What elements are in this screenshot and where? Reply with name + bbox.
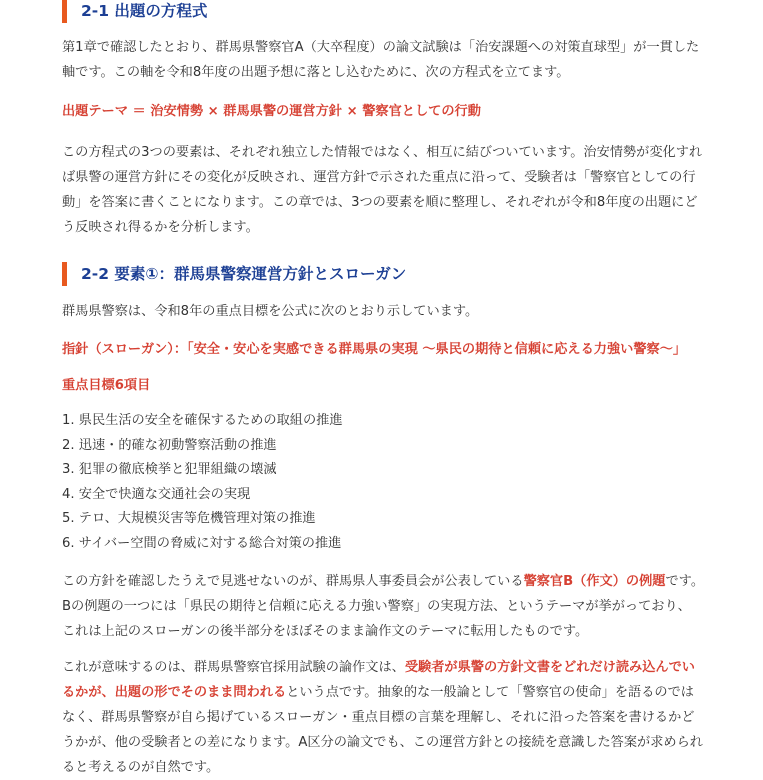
paragraph-formula-explanation: この方程式の3つの要素は、それぞれ独立した情報ではなく、相互に結びついています。治安情勢が変化すれば県警の運営方針にその変化が反映され、運営方針で示された重点に沿って、受験者は「警察官としての行動」を答案に書くことになります。この章では、3つの要素を順に整理し、それぞれが令和8年度の出題にどう反映され得るかを分析します。 [62, 145, 703, 235]
section-heading-2-1: 2-1 出題の方程式 [62, 0, 207, 23]
formula-line: 出題テーマ ＝ 治安情勢 × 群馬県警の運営方針 × 警察官としての行動 [62, 104, 481, 119]
paragraph-intro: 第1章で確認したとおり、群馬県警察官A（大卒程度）の論文試験は「治安課題への対策直球型」が一貫した軸です。この軸を令和8年度の出題予想に落とし込むために、次の方程式を立てます。 [62, 40, 700, 80]
paragraph-policy-intro: 群馬県警察は、令和8年の重点目標を公式に次のとおり示しています。 [62, 304, 479, 319]
list-item: 1. 県民生活の安全を確保するための取組の推進 [62, 413, 343, 428]
list-item: 3. 犯罪の徹底検挙と犯罪組織の壊滅 [62, 462, 277, 477]
list-item: 5. テロ、大規模災害等危機管理対策の推進 [62, 511, 316, 526]
text-run: これが意味するのは、群馬県警察官採用試験の論作文は、 [62, 660, 405, 675]
paragraph-implication [62, 655, 704, 780]
section-heading-2-2: 2-2 要素①：群馬県警察運営方針とスローガン [62, 262, 406, 286]
text-run: この方針を確認したうえで見逃せないのが、群馬県人事委員会が公表している [62, 574, 524, 589]
list-item: 4. 安全で快適な交通社会の実現 [62, 486, 251, 502]
list-item: 6. サイバー空間の脅威に対する総合対策の推進 [62, 535, 342, 551]
highlight-example-question: 警察官B（作文）の例題 [523, 574, 666, 589]
list-item: 2. 迅速・的確な初動警察活動の推進 [62, 437, 277, 453]
goals-list [62, 409, 343, 556]
text-run: です。Bの例題の一つには「県民の期待と信頼に応える力強い警察」の実現方法、というテーマが挙がっており、これは上記のスローガンの後半部分をほぼそのまま論作文のテーマに転用したものです。 [62, 574, 705, 639]
text-run: という点です。抽象的な一般論として「警察官の使命」を語るのではなく、群馬県警察が自ら掲げているスローガン・重点目標の言葉を理解し、それに沿った答案を書けるかどうかが、他の受験者との差になります。A区分の論文でも、この運営方針との接続を意識した答案が求められると考えるのが自然です。 [62, 685, 703, 775]
highlight-implication: 受験者が県警の方針文書をどれだけ読み込んでいるかが、出題の形でそのまま問われる [62, 660, 695, 700]
slogan-line: 指針（スローガン）：「安全・安心を実感できる群馬県の実現 ～県民の期待と信頼に応える力強い警察～」 [62, 342, 687, 357]
paragraph-example-question [62, 569, 704, 644]
goals-title: 重点目標6項目 [62, 378, 151, 393]
